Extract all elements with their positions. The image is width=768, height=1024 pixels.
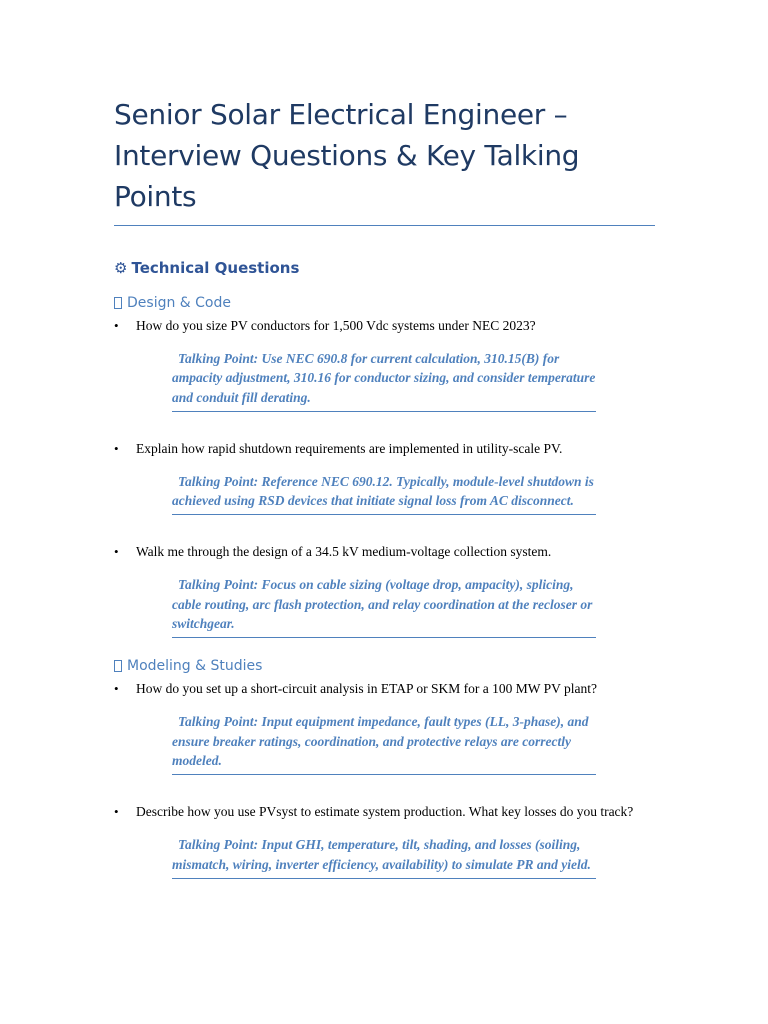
subheading-design-code (114, 295, 654, 311)
section-heading-label: Technical Questions (131, 259, 300, 277)
talking-point-text: Talking Point: Focus on cable sizing (voltage drop, ampacity), splicing, cable routing, arc flash protection, and relay coordination at the recloser or switchgear. (172, 577, 593, 632)
talking-point-text: Talking Point: Input equipment impedance, fault types (LL, 3-phase), and ensure breaker ratings, coordination, and protective relays are correctly modeled. (172, 714, 589, 768)
question-text: Explain how rapid shutdown requirements are implemented in utility-scale PV. (136, 440, 563, 456)
title-divider (114, 225, 655, 226)
bullet-icon: • (114, 804, 119, 820)
subheading-modeling-studies (114, 658, 654, 674)
question-item (114, 316, 654, 335)
talking-point-text: Talking Point: Use NEC 690.8 for current calculation, 310.15(B) for ampacity adjustment, 310.16 for conductor sizing, and consider temperature and conduit fill derating. (172, 351, 596, 405)
talking-point (172, 337, 596, 412)
talking-point (172, 460, 596, 516)
question-text: Walk me through the design of a 34.5 kV medium-voltage collection system. (136, 544, 552, 560)
subheading-label: Modeling & Studies (127, 658, 263, 675)
bullet-icon: • (114, 318, 119, 333)
page-title: Senior Solar Electrical Engineer – Interview Questions & Key Talking Points (114, 98, 580, 213)
question-text: Describe how you use PVsyst to estimate system production. What key losses do you track? (136, 804, 634, 820)
talking-point-text: Talking Point: Input GHI, temperature, tilt, shading, and losses (soiling, mismatch, wiring, inverter efficiency, availability) to simulate PR and yield. (172, 837, 591, 872)
talking-point-text: Talking Point: Reference NEC 690.12. Typically, module-level shutdown is achieved using RSD devices that initiate signal loss from AC disconnect. (172, 473, 594, 509)
missing-glyph-icon (114, 297, 122, 309)
question-text: How do you set up a short-circuit analysis in ETAP or SKM for a 100 MW PV plant? (136, 681, 597, 697)
bullet-icon: • (114, 681, 119, 697)
talking-point (172, 563, 596, 638)
bullet-icon: • (114, 544, 119, 560)
question-item (114, 542, 654, 561)
question-item (114, 802, 654, 821)
talking-point (172, 700, 596, 775)
question-text: How do you size PV conductors for 1,500 Vdc systems under NEC 2023? (136, 318, 536, 333)
section-heading (114, 259, 654, 277)
gear-icon: ⚙ (114, 259, 128, 277)
subheading-label: Design & Code (127, 295, 231, 311)
question-item (114, 439, 654, 458)
missing-glyph-icon (114, 660, 122, 672)
question-item (114, 679, 654, 698)
talking-point (172, 823, 596, 879)
bullet-icon: • (114, 440, 119, 456)
